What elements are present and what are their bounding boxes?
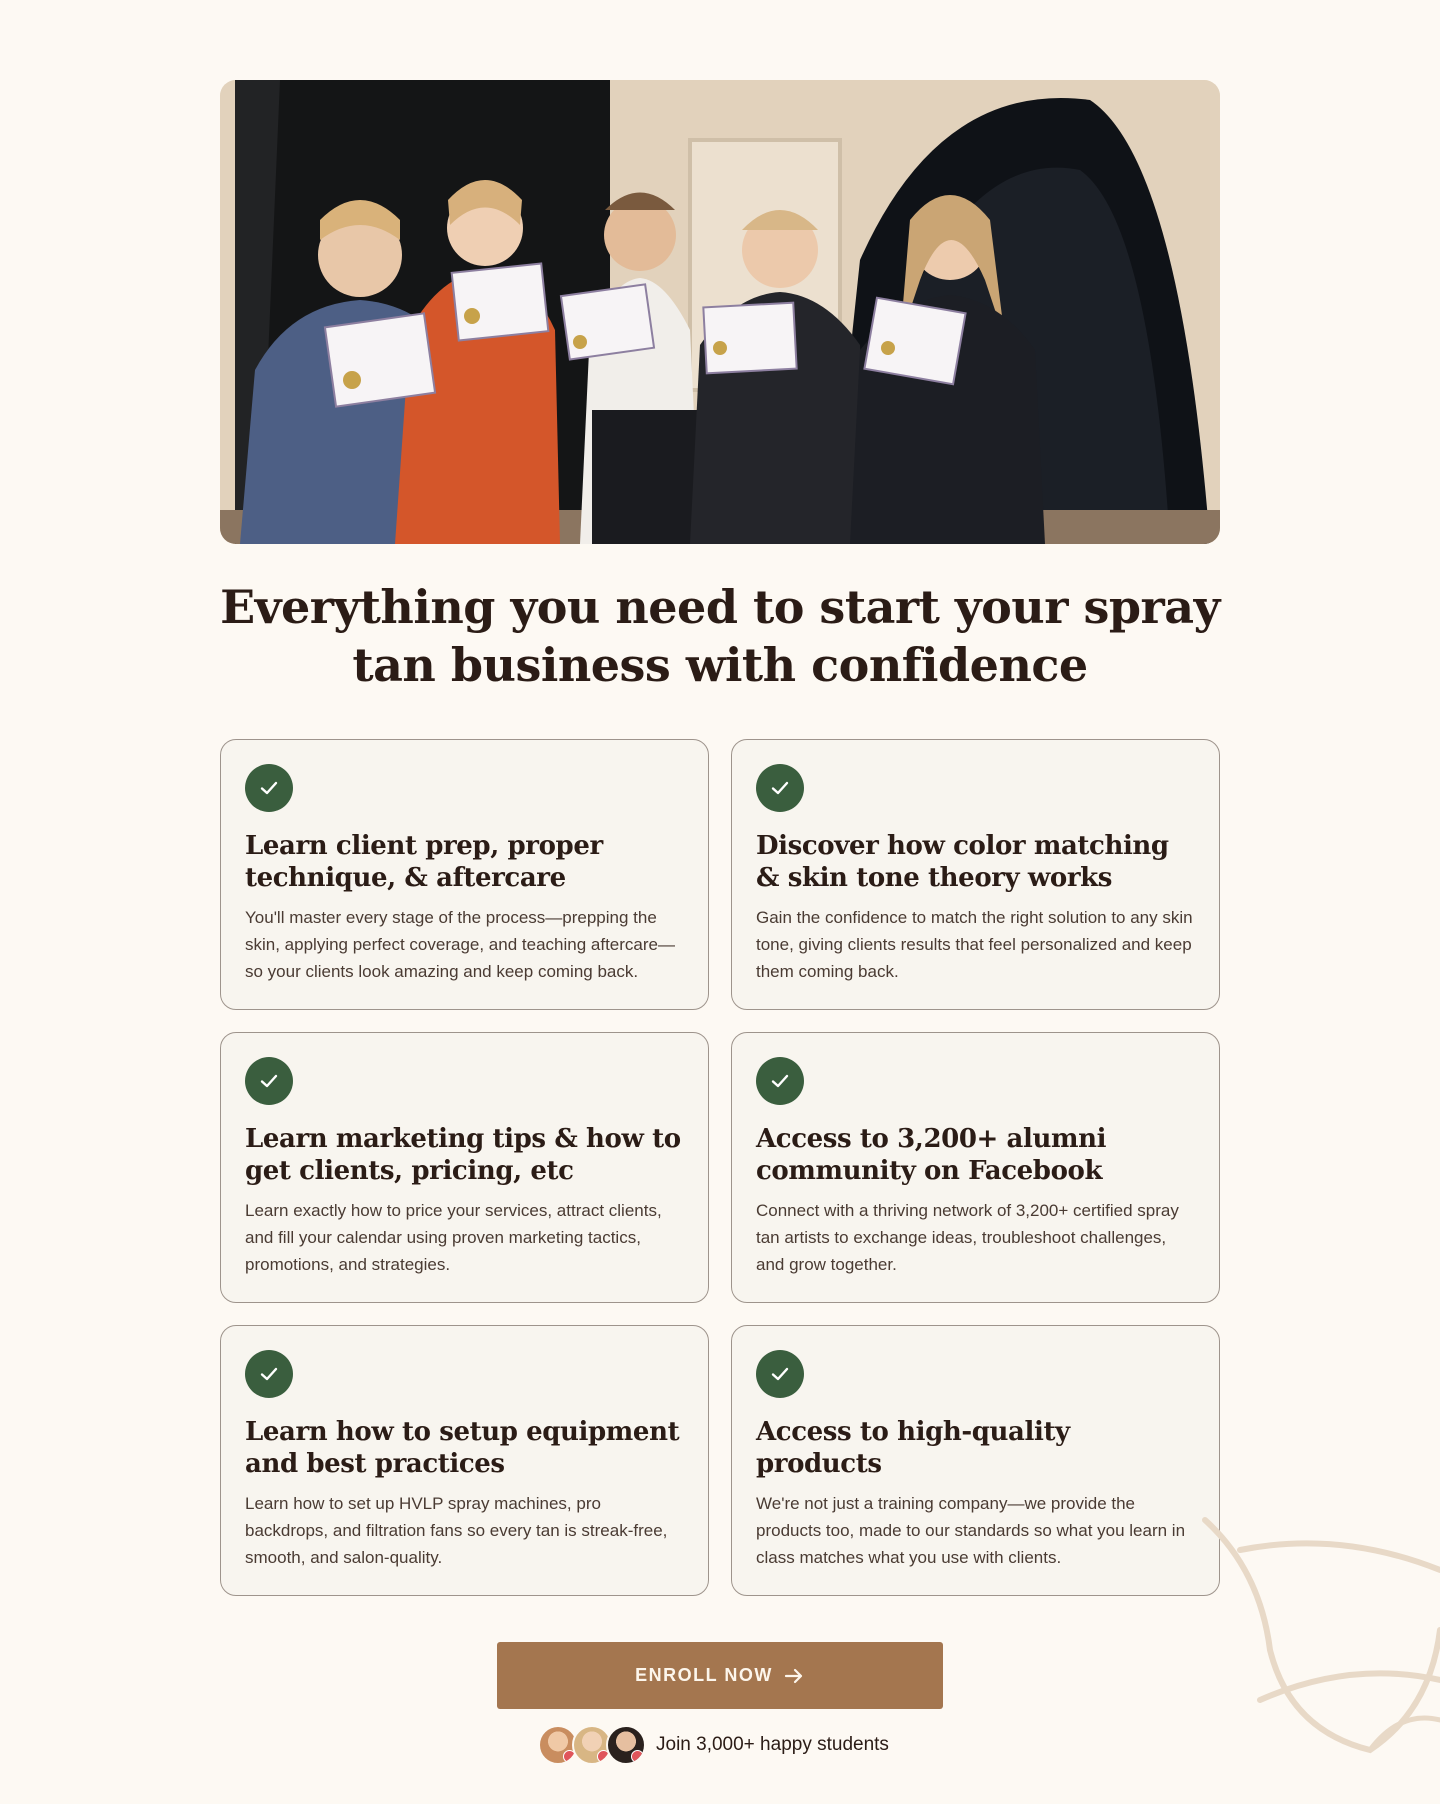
feature-title: Discover how color matching & skin tone theory works bbox=[756, 831, 1169, 893]
checkmark-icon bbox=[245, 1057, 293, 1105]
student-avatar bbox=[606, 1725, 646, 1765]
section-headline: Everything you need to start your spray tan business with confidence bbox=[220, 580, 1220, 692]
feature-card bbox=[731, 739, 1220, 1010]
hero-illustration bbox=[220, 80, 1220, 544]
feature-description: Connect with a thriving network of 3,200+ certified spray tan artists to exchange ideas, troubleshoot challenges, and grow together. bbox=[756, 1201, 1179, 1274]
enroll-now-label: ENROLL NOW bbox=[635, 1665, 773, 1685]
feature-description: Learn how to set up HVLP spray machines, pro backdrops, and filtration fans so every tan is streak-free, smooth, and salon-quality. bbox=[245, 1494, 668, 1567]
feature-title: Access to high-quality products bbox=[756, 1417, 1070, 1479]
social-proof-text: Join 3,000+ happy students bbox=[656, 1734, 889, 1755]
feature-title: Access to 3,200+ alumni community on Facebook bbox=[756, 1124, 1107, 1186]
feature-title: Learn how to setup equipment and best practices bbox=[245, 1417, 680, 1479]
feature-description: We're not just a training company—we provide the products too, made to our standards so what you learn in class matches what you use with clients. bbox=[756, 1494, 1186, 1567]
checkmark-icon bbox=[756, 1057, 804, 1105]
feature-card bbox=[731, 1325, 1220, 1596]
social-proof bbox=[538, 1724, 889, 1766]
feature-description: You'll master every stage of the process—prepping the skin, applying perfect coverage, and teaching aftercare—so your clients look amazing and keep coming back. bbox=[245, 908, 675, 981]
feature-card bbox=[220, 739, 709, 1010]
feature-description: Learn exactly how to price your services, attract clients, and fill your calendar using proven marketing tactics, promotions, and strategies. bbox=[245, 1201, 662, 1274]
leaf-decoration-icon bbox=[1200, 1510, 1440, 1780]
feature-card bbox=[731, 1032, 1220, 1303]
checkmark-icon bbox=[245, 1350, 293, 1398]
feature-description: Gain the confidence to match the right solution to any skin tone, giving clients results that feel personalized and keep them coming back. bbox=[756, 908, 1193, 981]
checkmark-icon bbox=[756, 764, 804, 812]
checkmark-icon bbox=[245, 764, 293, 812]
feature-card bbox=[220, 1325, 709, 1596]
feature-title: Learn client prep, proper technique, & aftercare bbox=[245, 831, 603, 893]
arrow-right-icon bbox=[783, 1665, 805, 1687]
hero-photo bbox=[220, 80, 1220, 544]
checkmark-icon bbox=[756, 1350, 804, 1398]
feature-card bbox=[220, 1032, 709, 1303]
enroll-now-button[interactable] bbox=[497, 1642, 943, 1709]
heart-badge-icon bbox=[631, 1750, 644, 1763]
feature-title: Learn marketing tips & how to get clients, pricing, etc bbox=[245, 1124, 681, 1186]
